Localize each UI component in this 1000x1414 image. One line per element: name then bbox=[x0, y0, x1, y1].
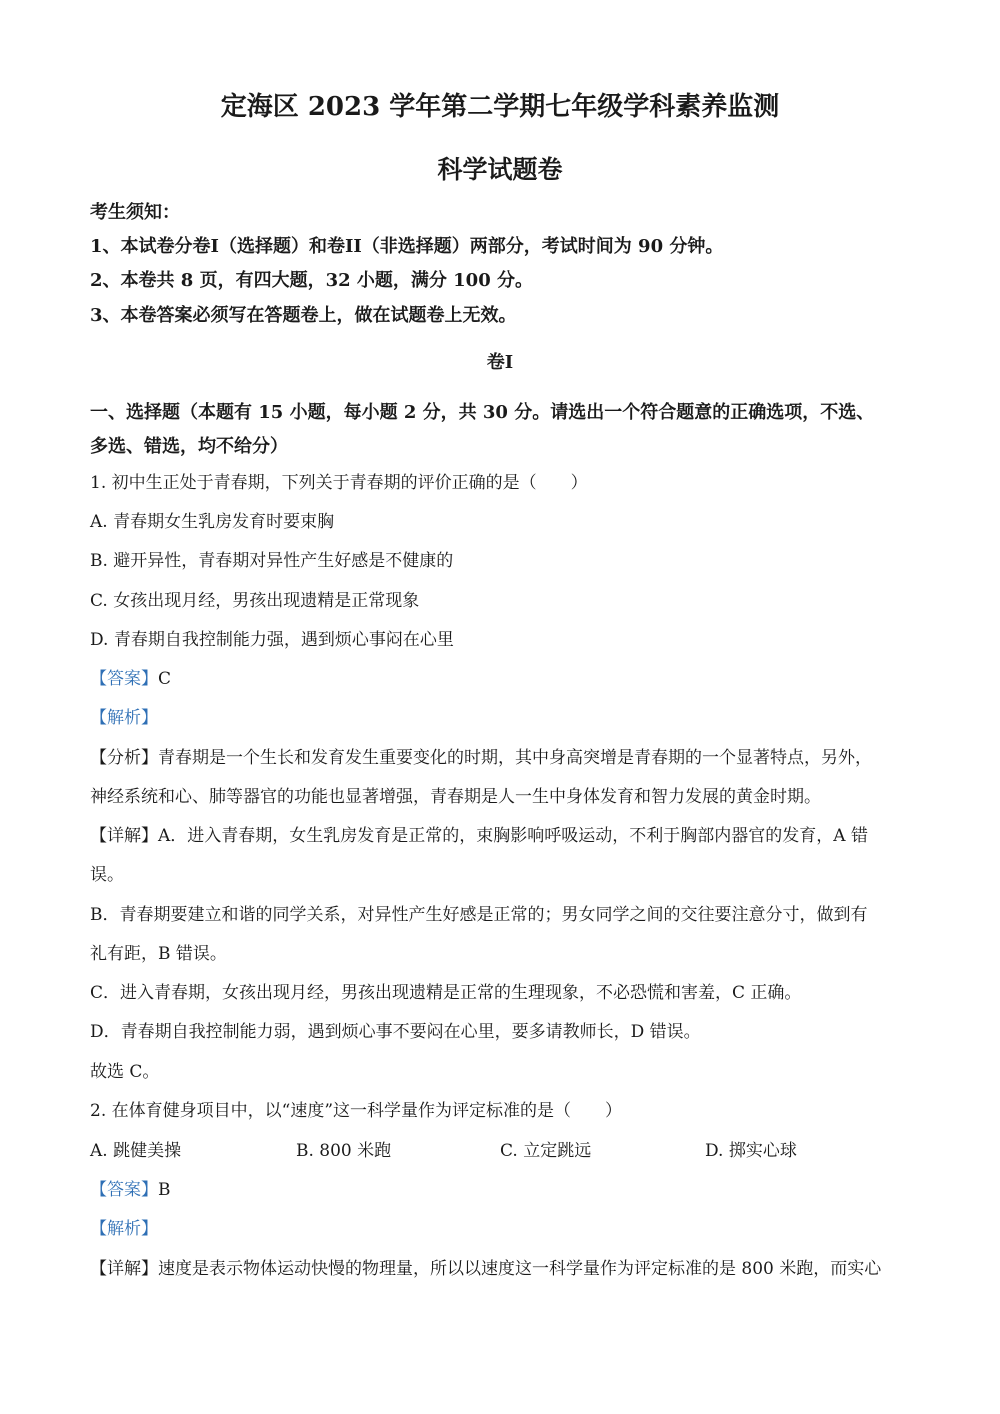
xiangjie-tag: 【详解】 bbox=[90, 1259, 158, 1279]
question-1-option-a: A. 青春期女生乳房发育时要束胸 bbox=[90, 512, 335, 532]
fenxi-tag: 【分析】 bbox=[90, 748, 158, 768]
question-1-d-line: D．青春期自我控制能力弱，遇到烦心事不要闷在心里，要多请教师长，D 错误。 bbox=[90, 1022, 701, 1042]
answer-value: C bbox=[158, 669, 172, 689]
question-2-option-a: A. 跳健美操 bbox=[90, 1141, 182, 1161]
question-1-analysis-tag: 【解析】 bbox=[90, 708, 158, 728]
question-1-answer bbox=[90, 667, 171, 691]
question-1-option-b: B. 避开异性，青春期对异性产生好感是不健康的 bbox=[90, 551, 454, 571]
fenxi-text: 青春期是一个生长和发育发生重要变化的时期，其中身高突增是青春期的一个显著特点，另外， bbox=[158, 748, 872, 768]
answer-value: B bbox=[158, 1180, 171, 1200]
question-1-option-c: C. 女孩出现月经，男孩出现遗精是正常现象 bbox=[90, 591, 420, 611]
question-1-fenxi-line-2: 神经系统和心、肺等器官的功能也显著增强，青春期是人一生中身体发育和智力发展的黄金时期。 bbox=[90, 787, 821, 807]
question-2-analysis-tag: 【解析】 bbox=[90, 1219, 158, 1239]
xiangjie-tag: 【详解】 bbox=[90, 826, 158, 846]
answer-tag: 【答案】 bbox=[90, 669, 158, 689]
question-1-option-d: D. 青春期自我控制能力强，遇到烦心事闷在心里 bbox=[90, 630, 454, 650]
page-title: 定海区 2023 学年第二学期七年级学科素养监测 bbox=[220, 92, 780, 122]
xiangjie-text: A．进入青春期，女生乳房发育是正常的，束胸影响呼吸运动，不利于胸部内器官的发育，A 错 bbox=[158, 826, 868, 846]
question-1-b-line-1: B．青春期要建立和谐的同学关系，对异性产生好感是正常的；男女同学之间的交往要注意分寸，做到有 bbox=[90, 905, 868, 925]
section-label: 卷I bbox=[486, 352, 514, 373]
question-2-option-c: C. 立定跳远 bbox=[500, 1141, 592, 1161]
question-2-option-d: D. 掷实心球 bbox=[705, 1141, 797, 1161]
notice-item-3: 3、本卷答案必须写在答题卷上，做在试题卷上无效。 bbox=[90, 305, 517, 326]
page-subtitle: 科学试题卷 bbox=[437, 155, 563, 184]
answer-tag: 【答案】 bbox=[90, 1180, 158, 1200]
question-1-c-line: C．进入青春期，女孩出现月经，男孩出现遗精是正常的生理现象，不必恐慌和害羞，C 正确。 bbox=[90, 983, 802, 1003]
question-2-answer bbox=[90, 1178, 171, 1202]
notice-item-2: 2、本卷共 8 页，有四大题，32 小题，满分 100 分。 bbox=[90, 270, 534, 291]
xiangjie-text: 速度是表示物体运动快慢的物理量，所以以速度这一科学量作为评定标准的是 800 米跑，而实心 bbox=[158, 1259, 882, 1279]
section-instructions-line-1: 一、选择题（本题有 15 小题，每小题 2 分，共 30 分。请选出一个符合题意的正确选项，不选、 bbox=[90, 402, 875, 423]
question-1-xiangjie-line-1 bbox=[90, 824, 868, 848]
question-2-stem: 2. 在体育健身项目中，以“速度”这一科学量作为评定标准的是（ ） bbox=[90, 1101, 623, 1121]
section-instructions-line-2: 多选、错选，均不给分） bbox=[90, 436, 288, 457]
question-1-b-line-2: 礼有距，B 错误。 bbox=[90, 944, 227, 964]
question-1-stem: 1. 初中生正处于青春期，下列关于青春期的评价正确的是（ ） bbox=[90, 473, 588, 493]
question-1-fenxi-line-1 bbox=[90, 746, 872, 770]
question-2-option-b: B. 800 米跑 bbox=[296, 1141, 392, 1161]
question-1-xiangjie-line-2: 误。 bbox=[90, 865, 124, 885]
notice-item-1: 1、本试卷分卷I（选择题）和卷II（非选择题）两部分，考试时间为 90 分钟。 bbox=[90, 236, 724, 257]
question-1-conclusion: 故选 C。 bbox=[90, 1062, 160, 1082]
question-2-xiangjie-line-1 bbox=[90, 1257, 881, 1281]
notice-heading: 考生须知： bbox=[90, 202, 180, 223]
